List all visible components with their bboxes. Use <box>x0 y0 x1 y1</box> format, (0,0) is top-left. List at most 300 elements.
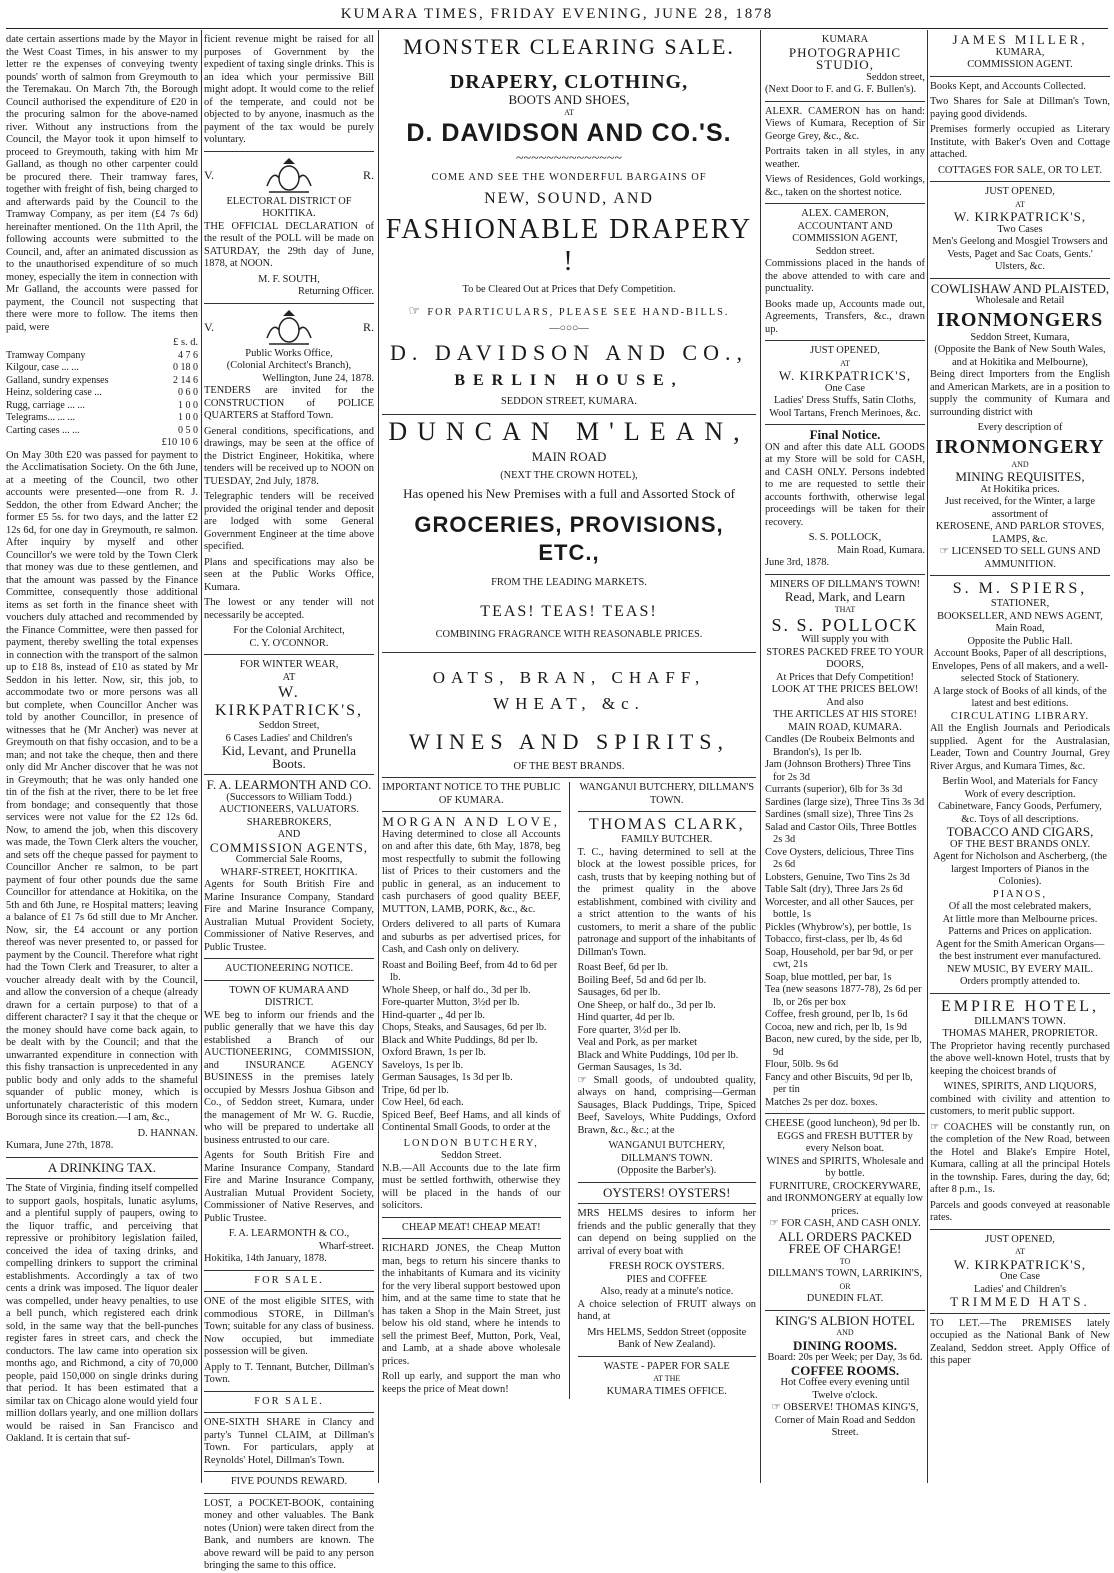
notice-signature: F. A. LEARMONTH & CO., <box>228 1228 350 1239</box>
notice-body: RICHARD JONES, the Cheap Mutton man, begs to return his sincere thanks to the inhabitants of Kumara and its vicinity for the very liberal support bestowed upon him, and at the same time to state that he has taken a Shop in the Main Street, just below his old stand, where he intends to sell the primest Beef, Mutton, Pork, Veal, and Lamb, at a shade above wholesale prices. <box>382 1243 561 1367</box>
list-item: Fore-quarter Mutton, 3½d per lb. <box>382 997 520 1008</box>
ad-line: MAIN ROAD, KUMARA. <box>788 721 902 733</box>
ad-line: Seddon Street. <box>440 1150 502 1161</box>
list-item: Tea (new seasons 1877-78), 2s 6d per lb, or 26s per box <box>765 984 922 1008</box>
list-item: Cove Oysters, delicious, Three Tins 2s 6d <box>765 846 914 870</box>
account-amount: 4 7 6 <box>178 349 198 361</box>
ad-line: WASTE - PAPER FOR SALE <box>603 1360 730 1372</box>
ad-line-text: OBSERVE! THOMAS KING'S, <box>783 1402 919 1413</box>
ad-name: D. DAVIDSON AND CO.'S. <box>406 119 732 147</box>
notice-title: IMPORTANT NOTICE TO THE PUBLIC OF KUMARA. <box>382 782 561 806</box>
ad-line <box>930 546 1110 571</box>
crest-r: R. <box>362 320 374 335</box>
ad-body: ALEXR. CAMERON has on hand: Views of Kumara, Reception of Sir George Grey, &c., &c. <box>765 105 925 142</box>
ad-headline: OATS, BRAN, CHAFF, WHEAT, &c. <box>432 667 706 713</box>
ad-line: AT <box>1015 199 1025 209</box>
ad-name: D. DAVIDSON AND CO., <box>390 339 748 365</box>
ad-headline: IRONMONGERY <box>935 435 1105 458</box>
ad-body: Books made up, Accounts made out, Agreements, Transfers, &c., drawn up. <box>765 298 925 335</box>
divider <box>578 1182 757 1183</box>
ad-line: WHARF-STREET, HOKITIKA. <box>220 866 358 878</box>
ad-line: TO <box>839 1256 851 1266</box>
ad-name: PHOTOGRAPHIC STUDIO, <box>788 44 902 72</box>
ad-line: DILLMAN'S TOWN. <box>620 1152 713 1164</box>
list-item: Currants (superior), 6lb for 3s 3d <box>765 784 903 795</box>
ad-line: BOOKSELLER, AND NEWS AGENT, <box>937 610 1103 622</box>
ad-line: Orders promptly attended to. <box>959 976 1081 987</box>
ad-line: THAT <box>834 604 856 614</box>
account-item: Heinz, soldering case ... <box>6 387 102 398</box>
divider <box>578 1356 757 1357</box>
ad-line: JUST OPENED, <box>810 345 880 356</box>
ad-line: Ladies' and Children's <box>973 1283 1067 1295</box>
pointing-hand-icon: ☞ <box>408 302 428 318</box>
ad-line: THOMAS MAHER, PROPRIETOR. <box>942 1028 1098 1039</box>
letter-body-2: On May 30th £20 was passed for payment to the Acclimatisation Society. On the 6th June, at a meeting of the Council, two other accounts were presented—one from R. J. Seddon, the other from Edward Ancher; the former £5 5s. for two days, and the latter £2 12s 6d, for one day in Greymouth, re salmon. After inquiry by myself and other Councillor's we were told by the Town Clerk that money was due to these gentlemen, and that the amount was passed by the Finance Committee, consequently those additional items as set forth in the finance sheet with vouchers duly attached and recommended by the Finance Committee, were then passed for payment, thereby swelling the total expenses in connection with the transport of the salmon up to £18 8s, instead of £10 as stated by Mr Seddon in his letter. Now, sir, this job, to accommodate two or more persons was all but complete, when Councillor Ancher was told by another Councillor, in presence of witnesses that he (Mr Ancher) was never at Greymouth on that fishy occasion, and to be a man; and not take the cheque, then and there only did Mr Ancher discover that he was not in Greymouth; that he was only handed one tin of the fish at the river, there to be let free from bondage; and consequently that those services were not value for the £2 12s 6d. Now, to amend the job, when this discovery was made, the Town Clerk alters the voucher, and sets off the cheque passed for payment to Councillor Ancher re salmon, to be part payment of four other pounds due the same Councillor for attendance at Hokitika, on the 5th and 6th June, re Hospital matters; leaving a balance of £1 7s 6d still due to Mr Ancher. Now, sir, the £4 account or any portion thereof was never presented to, or passed for payment by the Council. Therefore what right had the Town Clerk and Treasurer, to alter a voucher already dealt with by the Council, and allow the conversion of a cheque (already drawn for a certain purpose) to that of a different character? I say it that the cheque or the money should have come back again, to be dealt with by the Council; and that the unwarranted expenditure in connection with this fishy transaction is unprecedented in any public body and only adds to the shameful squander of public money, which is unfortunately characteristic of this modern Borough since its creation.—I am, &c., <box>6 449 198 1123</box>
ad-line: AT THE <box>653 1374 681 1383</box>
ad-name: ALEX. CAMERON, <box>801 208 889 219</box>
ad-line: COMBINING FRAGRANCE WITH REASONABLE PRICES. <box>435 629 703 640</box>
table-row <box>6 362 198 375</box>
divider <box>765 424 925 425</box>
notice-title: Final Notice. <box>809 427 881 442</box>
ad-line: Men's Geelong and Mosgiel Trowsers and Vests, Paget and Sac Coats, Gents.' Ulsters, &c. <box>932 236 1108 272</box>
ad-body: TO LET.—The PREMISES lately occupied as the National Bank of New Zealand, Seddon street. Apply Office of this paper <box>930 1317 1110 1366</box>
ad-line: (NEXT THE CROWN HOTEL), <box>500 469 638 481</box>
table-row <box>6 387 198 400</box>
divider <box>578 811 757 812</box>
ad-name: W. KIRKPATRICK'S, <box>953 1256 1087 1272</box>
ad-name: W. KIRKPATRICK'S, <box>778 368 912 383</box>
notice-body: Spiced Beef, Beef Hams, and all kinds of Continental Small Goods, to order at the <box>382 1109 561 1133</box>
ad-name: THOMAS CLARK, <box>588 816 745 833</box>
ad-line: Hot Coffee every evening until Twelve o'clock. <box>780 1377 910 1401</box>
divider <box>204 1291 374 1292</box>
article-title: A DRINKING TAX. <box>47 1159 157 1175</box>
ad-name: MORGAN AND LOVE, <box>382 814 561 829</box>
list-item: Flour, 50lb. 9s 6d <box>765 1059 839 1070</box>
ad-name: F. A. LEARMONTH AND CO. <box>206 777 372 792</box>
ad-line: Patterns and Prices on application. <box>948 926 1092 937</box>
divider <box>204 151 374 152</box>
ad-line: KUMARA, <box>995 46 1045 58</box>
list-item: Whole Sheep, or half do., 3d per lb. <box>382 984 531 996</box>
ad-body: Books Kept, and Accounts Collected. <box>930 80 1086 92</box>
divider <box>930 575 1110 576</box>
table-row <box>6 350 198 363</box>
list-item: German Sausages, 1s 3d. <box>577 1062 682 1073</box>
ad-line: TEAS! TEAS! TEAS! <box>480 603 658 620</box>
ad-line: One Case <box>999 1271 1041 1282</box>
divider <box>204 303 374 304</box>
ad-line: COMMISSION AGENT. <box>967 59 1073 70</box>
ad-line: ACCOUNTANT AND COMMISSION AGENT, <box>792 220 898 244</box>
list-item: Cocoa, new and rich, per lb, 1s 9d <box>765 1021 907 1033</box>
list-item: Chops, Steaks, and Sausages, 6d per lb. <box>382 1022 547 1033</box>
notice-body: Apply to T. Tennant, Butcher, Dillman's Town. <box>204 1361 374 1385</box>
pw-body: The lowest or any tender will not necessarily be accepted. <box>204 597 374 621</box>
ad-line: JUST OPENED, <box>985 1233 1055 1245</box>
list-item: Hind-quarter „ 4d per lb. <box>382 1009 486 1021</box>
ad-line: MINING REQUISITES, <box>955 469 1085 484</box>
subcolumn-left <box>382 782 561 1399</box>
divider <box>930 76 1110 77</box>
account-amount: 2 14 6 <box>173 374 198 386</box>
ad-line: Seddon Street, Kumara, <box>970 331 1070 343</box>
ad-line: (Next Door to F. and G. F. Bullen's). <box>765 84 917 95</box>
ad-line-text: FOR CASH, AND CASH ONLY. <box>781 1218 921 1229</box>
ad-name: S. S. POLLOCK <box>771 615 919 635</box>
table-row <box>6 400 198 413</box>
ad-body: Parcels and goods conveyed at reasonable rates. <box>930 1199 1110 1223</box>
divider <box>930 993 1110 994</box>
ad-line: SHAREBROKERS, <box>246 816 332 828</box>
account-amount: 0 6 0 <box>178 387 198 398</box>
ad-line: DILLMAN'S TOWN, LARRIKIN'S, <box>767 1268 923 1279</box>
divider <box>382 811 561 812</box>
ad-line: Commercial Sale Rooms, <box>235 854 343 865</box>
ad-body: Two Shares for Sale at Dillman's Town, paying good dividends. <box>930 96 1110 120</box>
article-continuation: ficient revenue might be raised for all purposes of Government by the expedient of taxing single drinks. This is an idea which your permissive Bill might adopt. It would come to the relief of the temperate, and could not be objected to by anyone, inasmuch as the payment of the tax would be purely voluntary. <box>204 34 374 145</box>
ad-line: (Successors to William Todd.) <box>226 791 352 803</box>
notice-subtitle: TOWN OF KUMARA AND DISTRICT. <box>229 984 349 1008</box>
list-item: Tobacco, first-class, per lb, 4s 6d <box>765 934 903 945</box>
account-item: Carting cases ... ... <box>6 424 80 436</box>
ad-line: WINES, SPIRITS, AND LIQUORS, <box>943 1081 1097 1092</box>
notice-signature-2: Wharf-street. <box>318 1240 374 1252</box>
column-rule <box>927 30 928 1483</box>
divider <box>930 1229 1110 1230</box>
ad-line: 6 Cases Ladies' and Children's <box>225 732 353 744</box>
divider <box>382 1238 561 1239</box>
list-item: Soap, Household, per bar 9d, or per cwt, 21s <box>765 946 914 970</box>
pw-body: TENDERS are invited for the CONSTRUCTION of POLICE QUARTERS at Stafford Town. <box>204 385 374 421</box>
accounts-header: £ s. d. <box>173 337 198 348</box>
divider <box>204 774 374 775</box>
ad-body-text: COACHES will be constantly run, on the completion of the New Road, between the Hotel and Blake's Empire Hotel, Kumara, calling at all the principal Hotels in the township. Fares, during the day, 6d; after 8 p.m., 1s. <box>930 1121 1110 1195</box>
ad-line: Opposite the Public Hall. <box>967 635 1073 647</box>
ad-line: Two Cases <box>997 223 1043 235</box>
ad-line-text: LICENSED TO SELL GUNS AND AMMUNITION. <box>951 546 1101 570</box>
ad-headline: FASHIONABLE DRAPERY ! <box>385 214 753 277</box>
list-item: Roast Beef, 6d per lb. <box>577 962 669 973</box>
divider <box>578 1203 757 1204</box>
masthead: KUMARA TIMES, FRIDAY EVENING, JUNE 28, 1878 <box>340 6 774 22</box>
notice-body: THE OFFICIAL DECLARATION of the result of the POLL will be made on SATURDAY, the 29th day of June, 1878, at NOON. <box>204 220 374 269</box>
ad-headline: WINES AND SPIRITS, <box>408 728 730 754</box>
list-item: Candles (De Roubeix Belmonts and Brandon's), 1s per lb. <box>765 734 915 758</box>
ad-line: BERLIN HOUSE, <box>454 371 684 389</box>
divider <box>204 654 374 655</box>
divider <box>765 101 925 102</box>
price-list <box>578 962 757 1075</box>
pw-body: Telegraphic tenders will be received provided the original tender and deposit are lodged with some General Government Engineer at the time above specified. <box>204 491 374 552</box>
ad-line: LOOK AT THE PRICES BELOW! <box>771 684 919 695</box>
ad-line: AT <box>282 671 296 683</box>
ad-line: Seddon street. <box>815 245 875 257</box>
ad-line: At Hokitika prices. <box>980 483 1060 495</box>
ad-line: And also <box>826 696 864 708</box>
list-item: Sausages, 6d per lb. <box>577 987 661 998</box>
ad-line: MAIN ROAD <box>531 449 607 464</box>
ad-line: Main Road, <box>995 623 1045 634</box>
ad-line: To be Cleared Out at Prices that Defy Competition. <box>462 284 676 295</box>
ad-line: Account Books, Paper of all descriptions, Envelopes, Pens of all makers, and a well-selected Stock of Stationery. <box>931 648 1109 684</box>
divider <box>204 1391 374 1392</box>
table-row <box>6 425 198 438</box>
notice-body: T. C., having determined to sell at the block at the lowest possible prices, for cash, trusts that by keeping nothing but of the primest quality in the above establishment, combined with civility and a strict attention to the wants of his customers, to merit a share of the public patronage and support of the inhabitants of Dillman's Town. <box>577 846 756 958</box>
ad-line: OF THE BEST BRANDS ONLY. <box>949 838 1091 850</box>
list-item: Oxford Brawn, 1s per lb. <box>382 1047 486 1058</box>
ad-line: DILLMAN'S TOWN. <box>974 1015 1066 1027</box>
notice-role: Returning Officer. <box>298 286 374 297</box>
account-item: Kilgour, case ... ... <box>6 362 79 373</box>
list-item: Sardines (small size), Three Tins 2s <box>765 809 914 820</box>
ad-name: EMPIRE HOTEL, <box>940 997 1100 1015</box>
ad-line: STATIONER, <box>990 598 1050 609</box>
ad-line: Ladies' Dress Stuffs, Satin Cloths, Wool Tartans, French Merinoes, &c. <box>769 395 921 419</box>
notice-text: Small goods, of undoubted quality, always on hand, comprising—German Sausages, Black Puddings, Tripe, Spiced Beef, Saveloys, White Puddings, Oxford Brawn, &c., &c.; at the <box>577 1074 756 1136</box>
ad-line-text: FOR PARTICULARS, PLEASE SEE HAND-BILLS. <box>427 306 730 318</box>
column-6 <box>930 34 1110 1483</box>
ad-line: DUNEDIN FLAT. <box>806 1293 884 1304</box>
divider <box>765 203 925 204</box>
ad-line: AUCTIONEERS, VALUATORS. <box>218 804 359 815</box>
account-amount: 1 0 0 <box>178 412 198 423</box>
notice-body: Having determined to close all Accounts on and after this date, 6th May, 1878, beg most respectfully to submit the following list of Prices to their customers and the public in general, as an inducement to cash purchasers of good quality BEEF, MUTTON, LAMB, PORK, &c., &c. <box>382 828 561 915</box>
ad-line: Wholesale and Retail <box>975 295 1065 306</box>
divider <box>382 777 756 778</box>
divider <box>204 1412 374 1413</box>
divider <box>930 181 1110 182</box>
list-item: German Sausages, 1s 3d per lb. <box>382 1072 513 1083</box>
price-list <box>382 960 561 1110</box>
ornament: ~~~~~~~~~~~~~~ <box>515 151 623 166</box>
ad-line: At little more than Melbourne prices. <box>942 913 1098 925</box>
pw-date: Wellington, June 24, 1878. <box>262 372 374 384</box>
notice-body: ONE of the most eligible SITES, with commodious STORE, in Dillman's Town; suitable for any class of business. Now occupied, but immediate possession will be given. <box>204 1296 374 1357</box>
ad-line: PIES and COFFEE <box>626 1273 707 1285</box>
divider <box>204 980 374 981</box>
divider <box>765 1113 925 1114</box>
ad-line: A large stock of Books of all kinds, of the latest and best editions. <box>933 685 1107 709</box>
divider <box>382 414 756 415</box>
pw-signature: C. Y. O'CONNOR. <box>249 637 329 649</box>
notice-title: FOR SALE. <box>254 1395 324 1407</box>
list-item: Saveloys, 1s per lb. <box>382 1059 464 1071</box>
notice-body: ON and after this date ALL GOODS at my Store will be sold for CASH, and CASH ONLY. Persons indebted to me are requested to settle their accounts forthwith, otherwise legal proceedings will be taken for their recovery. <box>765 441 925 528</box>
ad-line: (Opposite the Barber's). <box>617 1165 717 1176</box>
list-item: Roast and Boiling Beef, from 4d to 6d per lb. <box>382 959 558 983</box>
top-rule <box>6 28 1108 29</box>
notice-title: FIVE POUNDS REWARD. <box>230 1476 348 1487</box>
table-row <box>6 412 198 425</box>
ad-line: ALL ORDERS PACKED FREE OF CHARGE! <box>778 1228 912 1256</box>
divider <box>765 1310 925 1311</box>
letter-signature: D. HANNAN. <box>137 1127 198 1139</box>
list-item: Bacon, new cured, by the side, per lb, 9d <box>765 1034 922 1058</box>
ad-line: Just received, for the Winter, a large assortment of <box>945 496 1095 520</box>
ad-name: COWLISHAW AND PLAISTED, <box>930 280 1110 296</box>
ad-body: All the English Journals and Periodicals supplied. Agent for the Australasian, Leader, Town and Country Journal, Grey River Argus, and Kumara Times, &c. <box>930 723 1110 772</box>
pointing-hand-icon: ☞ <box>930 1121 944 1133</box>
ad-line: TRIMMED HATS. <box>950 1294 1090 1309</box>
pw-office-branch: (Colonial Architect's Branch), <box>226 360 352 371</box>
ad-name: S. M. SPIERS, <box>952 580 1088 597</box>
list-item: One Sheep, or half do., 3d per lb. <box>577 999 716 1011</box>
notice-body: Roll up early, and support the man who keeps the price of Meat down! <box>382 1371 561 1395</box>
ad-line: At Prices that Defy Competition! <box>776 671 914 683</box>
pointing-hand-icon: ☞ <box>939 546 952 557</box>
ad-line: Cabinetware, Fancy Goods, Perfumery, &c. Toys of all descriptions. <box>938 801 1102 825</box>
ad-name: DUNCAN M'LEAN, <box>388 417 750 446</box>
royal-crest-row <box>204 308 374 348</box>
ad-line: NEW, SOUND, AND <box>484 190 654 207</box>
pw-office: Public Works Office, <box>245 347 333 359</box>
column-rule <box>378 30 379 1483</box>
ad-body: Views of Residences, Gold workings, &c., taken on the shortest notice. <box>765 174 925 198</box>
ad-name: W. KIRKPATRICK'S, <box>953 209 1087 224</box>
ad-name: KING'S ALBION HOTEL <box>775 1312 915 1328</box>
account-amount: 0 18 0 <box>173 362 198 373</box>
list-item: Coffee, fresh ground, per lb, 1s 6d <box>765 1009 908 1020</box>
divider <box>382 1217 561 1218</box>
ad-headline: MONSTER CLEARING SALE. <box>403 34 735 59</box>
ad-name: W. KIRKPATRICK'S, <box>214 684 364 719</box>
list-item: Hind quarter, 4d per lb. <box>577 1012 675 1023</box>
column-2 <box>204 34 374 1571</box>
ad-line <box>765 1402 925 1415</box>
ad-body: Being direct Importers from the English and American Markets, are in a position to supply the community of Kumara and surrounding district with <box>930 369 1110 418</box>
table-row <box>6 375 198 388</box>
ad-body <box>930 1122 1110 1197</box>
pointing-hand-icon: ☞ <box>577 1074 594 1086</box>
ad-name: JAMES MILLER, <box>952 32 1088 47</box>
ad-line: (Opposite the Bank of New South Wales, and at Hokitika and Melbourne), <box>934 344 1106 368</box>
column-rule <box>201 30 202 1483</box>
account-item: Rugg, carriage ... ... <box>6 399 85 411</box>
account-item: Tramway Company <box>6 349 86 361</box>
list-item: Cow Heel, 6d each. <box>382 1097 464 1108</box>
divider <box>6 1178 198 1179</box>
ad-body: combined with civility and attention to customers, to merit public support. <box>930 1093 1110 1117</box>
ad-line: AND <box>277 829 301 840</box>
column-1 <box>6 34 198 1483</box>
column-rule <box>760 30 761 1483</box>
pw-for: For the Colonial Architect, <box>233 625 345 636</box>
list-item: Black and White Puddings, 8d per lb. <box>382 1034 538 1046</box>
list-item: Soap, blue mottled, per bar, 1s <box>765 971 892 983</box>
ad-body: The Proprietor having recently purchased the above well-known Hotel, trusts that by keeping the choicest brands of <box>930 1040 1110 1077</box>
ad-line: KUMARA <box>821 34 869 45</box>
ad-line: Read, Mark, and Learn <box>784 589 906 604</box>
letter-date: Kumara, June 27th, 1878. <box>6 1140 114 1151</box>
ad-line: PIANOS, <box>992 888 1048 900</box>
ad-line: Of all the most celebrated makers, <box>948 901 1092 912</box>
notice-body <box>578 1075 757 1138</box>
notice-body: Agents for South British Fire and Marine Insurance Company, Standard Fire and Marine Insurance Company, Australian Mutual Provident Society, Commissioner of Native Reserves, and Public Trustee. <box>204 1150 374 1224</box>
ad-name: LONDON BUTCHERY, <box>403 1137 539 1149</box>
ad-line: FOR WINTER WEAR, <box>239 659 339 670</box>
divider <box>204 958 374 959</box>
column-5 <box>765 34 925 1483</box>
divider <box>765 340 925 341</box>
ad-line: Every description of <box>977 422 1063 433</box>
account-amount: 1 0 0 <box>178 399 198 411</box>
ad-line: COFFEE ROOMS. <box>790 1362 900 1378</box>
notice-title: OYSTERS! OYSTERS! <box>603 1184 731 1200</box>
notice-signature: M. F. SOUTH, <box>258 273 320 285</box>
ad-line: FROM THE LEADING MARKETS. <box>491 576 647 588</box>
ad-line: FAMILY BUTCHER. <box>621 834 713 845</box>
list-item: Lobsters, Genuine, Two Tins 2s 3d <box>765 871 910 883</box>
ad-line: FRESH ROCK OYSTERS. <box>609 1261 725 1272</box>
ad-body: Portraits taken in all styles, in any weather. <box>765 146 925 170</box>
royal-crest-icon <box>259 308 319 348</box>
notice-title: ELECTORAL DISTRICT OF HOKITIKA. <box>226 195 352 219</box>
ornament: —○○○— <box>549 323 589 334</box>
list-item: Worcester, and all other Sauces, per bottle, 1s <box>765 896 914 920</box>
ad-line: AT <box>564 107 574 117</box>
list-item: Salad and Castor Oils, Three Bottles 2s 3d <box>765 821 917 845</box>
ad-line: THE ARTICLES AT HIS STORE! <box>773 709 917 720</box>
notice-body: Mrs HELMS, Seddon Street (opposite Bank of New Zealand). <box>587 1326 747 1350</box>
notice-title: FOR SALE. <box>254 1274 324 1286</box>
notice-address: Main Road, Kumara. <box>837 544 925 556</box>
list-item: Matches 2s per doz. boxes. <box>765 1096 878 1108</box>
notice-title: AUCTIONEERING NOTICE. <box>224 963 354 974</box>
ad-line: AT <box>840 358 850 368</box>
ad-line: SEDDON STREET, KUMARA. <box>500 395 638 407</box>
notice-date: Hokitika, 14th January, 1878. <box>204 1253 327 1264</box>
list-item: Veal and Pork, as per market <box>577 1037 697 1048</box>
notice-date: June 3rd, 1878. <box>765 557 830 568</box>
ad-line: COME AND SEE THE WONDERFUL BARGAINS OF <box>431 171 707 183</box>
ad-headline: IRONMONGERS <box>936 308 1104 331</box>
pw-body: General conditions, specifications, and drawings, may be seen at the office of the District Engineer, Hokitika, where tenders will be received up to NOON on TUESDAY, 2nd July, 1878. <box>204 425 374 487</box>
ad-line: AND <box>836 1328 854 1337</box>
ad-line: Board: 20s per Week; per Day, 3s 6d. <box>767 1352 923 1363</box>
list-item: Fancy and other Biscuits, 9d per lb, per tin <box>765 1071 913 1095</box>
ad-line: Also, ready at a minute's notice. <box>600 1286 734 1297</box>
account-item: Galland, sundry expenses <box>6 374 109 386</box>
list-item: Black and White Puddings, 10d per lb. <box>577 1049 739 1061</box>
ad-line: OF THE BEST BRANDS. <box>513 760 625 772</box>
ad-line: KEROSENE, AND PARLOR STOVES, LAMPS, &c. <box>935 521 1105 545</box>
ad-line: DINING ROOMS. <box>792 1337 897 1353</box>
ad-line: Seddon Street, <box>258 720 320 731</box>
pointing-hand-icon: ☞ <box>769 1218 782 1229</box>
list-item: Fore quarter, 3½d per lb. <box>577 1024 681 1036</box>
notice-signature: S. S. POLLOCK, <box>808 532 882 543</box>
ad-headline: DRAPERY, CLOTHING, <box>449 71 689 93</box>
ad-line: MINERS OF DILLMAN'S TOWN! <box>769 578 921 590</box>
ad-line: CIRCULATING LIBRARY. <box>950 710 1090 722</box>
ad-line: Will supply you with <box>801 634 889 645</box>
ad-line: NEW MUSIC, BY EVERY MAIL. <box>946 963 1094 975</box>
notice-title: CHEAP MEAT! CHEAP MEAT! <box>401 1221 541 1233</box>
notice-body: LOST, a POCKET-BOOK, containing money and other valuables. The Bank notes (Union) were taken direct from the Bank, and numbers are known. The above reward will be paid to any person bringing the same to this office. <box>204 1497 374 1571</box>
crest-v: V. <box>204 168 215 183</box>
divider <box>930 278 1110 279</box>
pw-body: Plans and specifications may also be seen at the Public Works Office, Kumara. <box>204 556 374 593</box>
list-item: Boiling Beef, 5d and 6d per lb. <box>577 974 707 986</box>
notice-title: WANGANUI BUTCHERY, DILLMAN'S TOWN. <box>579 782 755 806</box>
crest-v: V. <box>204 320 215 335</box>
notice-body: N.B.—All Accounts due to the late firm must be settled forthwith, otherwise they will be placed in the hands of our solicitors. <box>382 1162 561 1211</box>
list-item: Sardines (large size), Three Tins 3s 3d <box>765 796 925 808</box>
ad-line: BOOTS AND SHOES, <box>508 92 630 107</box>
